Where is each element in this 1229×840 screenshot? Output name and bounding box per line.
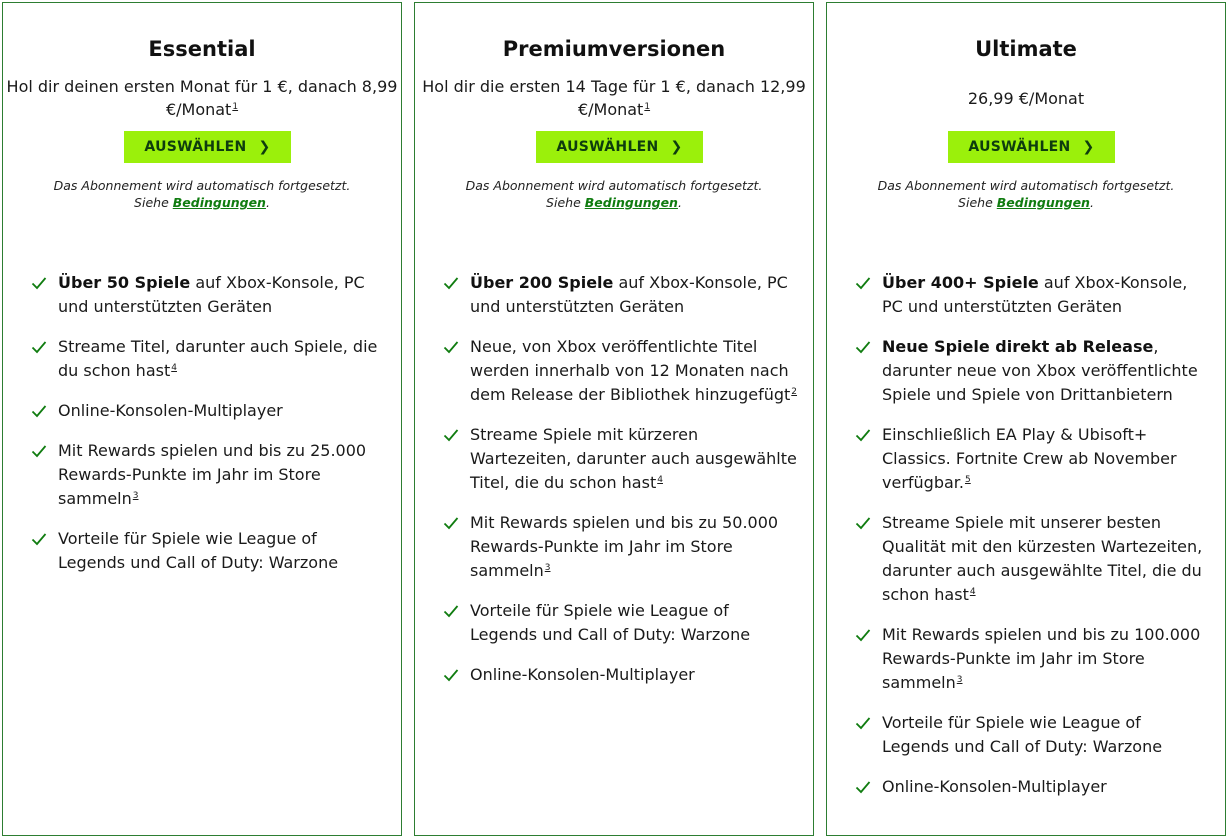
select-plan-label: AUSWÄHLEN: [968, 139, 1071, 155]
terms-link[interactable]: Bedingungen: [584, 195, 678, 210]
feature-item: [443, 271, 799, 319]
select-plan-button[interactable]: [948, 131, 1115, 163]
chevron-right-icon: ❯: [670, 139, 683, 155]
feature-text: auf Xbox-Konsole, PC und unterstützten Geräten: [882, 273, 1188, 316]
checkmark-icon: [31, 404, 47, 418]
feature-item: [855, 623, 1211, 695]
checkmark-icon: [855, 516, 871, 530]
checkmark-icon: [443, 668, 459, 682]
feature-text: Einschließlich EA Play & Ubisoft+ Classics. Fortnite Crew ab November verfügbar.: [882, 425, 1177, 492]
feature-text: Streame Titel, darunter auch Spiele, die du schon hast: [58, 337, 378, 380]
feature-text: auf Xbox-Konsole, PC und unterstützten Geräten: [58, 273, 365, 316]
checkmark-icon: [443, 604, 459, 618]
plan-title: Essential: [148, 37, 256, 61]
feature-text: Neue, von Xbox veröffentlichte Titel werden innerhalb von 12 Monaten nach dem Release der Bibliothek hinzugefügt: [470, 337, 791, 404]
note-prefix: Siehe: [134, 195, 173, 210]
checkmark-icon: [31, 340, 47, 354]
feature-item: [855, 775, 1211, 799]
checkmark-icon: [855, 628, 871, 642]
feature-highlight: Über 50 Spiele: [58, 273, 191, 292]
checkmark-icon: [443, 516, 459, 530]
plan-price: [415, 75, 813, 121]
plan-card-ultimate: [826, 2, 1226, 836]
select-plan-label: AUSWÄHLEN: [556, 139, 659, 155]
footnote-link[interactable]: 5: [964, 474, 971, 485]
feature-item: [31, 335, 387, 383]
footnote-link[interactable]: 3: [544, 562, 551, 573]
plan-card-premium: [414, 2, 814, 836]
select-plan-button[interactable]: [536, 131, 703, 163]
checkmark-icon: [443, 340, 459, 354]
feature-text: Vorteile für Spiele wie League of Legends und Call of Duty: Warzone: [470, 601, 751, 644]
chevron-right-icon: ❯: [1082, 139, 1095, 155]
auto-renew-text: Das Abonnement wird automatisch fortgesetzt.: [465, 178, 763, 193]
note-suffix: .: [1089, 195, 1094, 210]
plan-card-essential: [2, 2, 402, 836]
feature-item: [855, 511, 1211, 607]
feature-item: [443, 335, 799, 407]
note-suffix: .: [677, 195, 682, 210]
checkmark-icon: [31, 444, 47, 458]
feature-item: [31, 271, 387, 319]
feature-item: [855, 711, 1211, 759]
feature-highlight: Über 400+ Spiele: [882, 273, 1039, 292]
feature-text: Online-Konsolen-Multiplayer: [58, 401, 283, 420]
checkmark-icon: [31, 276, 47, 290]
plan-title: Ultimate: [975, 37, 1077, 61]
checkmark-icon: [855, 428, 871, 442]
footnote-link[interactable]: 2: [791, 386, 798, 397]
feature-list: [31, 271, 387, 591]
footnote-link[interactable]: 4: [969, 586, 976, 597]
feature-item: [855, 335, 1211, 407]
checkmark-icon: [443, 428, 459, 442]
feature-text: Online-Konsolen-Multiplayer: [882, 777, 1107, 796]
price-footnote[interactable]: 1: [232, 101, 239, 112]
checkmark-icon: [443, 276, 459, 290]
plan-price: [3, 75, 401, 121]
feature-text: Mit Rewards spielen und bis zu 100.000 Rewards-Punkte im Jahr im Store sammeln: [882, 625, 1201, 692]
select-plan-label: AUSWÄHLEN: [144, 139, 247, 155]
feature-item: [443, 663, 799, 687]
footnote-link[interactable]: 3: [132, 490, 139, 501]
terms-link[interactable]: Bedingungen: [996, 195, 1090, 210]
plan-title: Premiumversionen: [502, 37, 726, 61]
checkmark-icon: [31, 532, 47, 546]
chevron-right-icon: ❯: [258, 139, 271, 155]
select-plan-button[interactable]: [124, 131, 291, 163]
checkmark-icon: [855, 780, 871, 794]
auto-renew-note: [3, 177, 401, 211]
checkmark-icon: [855, 276, 871, 290]
footnote-link[interactable]: 3: [956, 674, 963, 685]
note-prefix: Siehe: [546, 195, 585, 210]
feature-item: [443, 511, 799, 583]
auto-renew-note: [415, 177, 813, 211]
feature-text: Online-Konsolen-Multiplayer: [470, 665, 695, 684]
feature-list: [443, 271, 799, 703]
feature-list: [855, 271, 1211, 815]
feature-item: [855, 423, 1211, 495]
footnote-link[interactable]: 4: [171, 362, 177, 373]
feature-text: Vorteile für Spiele wie League of Legends und Call of Duty: Warzone: [882, 713, 1163, 756]
feature-text: Mit Rewards spielen und bis zu 50.000 Rewards-Punkte im Jahr im Store sammeln: [470, 513, 779, 580]
feature-text: Streame Spiele mit unserer besten Qualität mit den kürzesten Wartezeiten, darunter auch ausgewählte Titel, die du schon hast: [882, 513, 1203, 604]
feature-item: [31, 439, 387, 511]
checkmark-icon: [855, 340, 871, 354]
feature-item: [443, 423, 799, 495]
auto-renew-text: Das Abonnement wird automatisch fortgesetzt.: [53, 178, 351, 193]
feature-item: [443, 599, 799, 647]
feature-text: , darunter neue von Xbox veröffentlichte Spiele und Spiele von Drittanbietern: [882, 337, 1198, 404]
plan-price-text: 26,99 €/Monat: [967, 89, 1085, 108]
feature-item: [31, 399, 387, 423]
note-prefix: Siehe: [958, 195, 997, 210]
auto-renew-note: [827, 177, 1225, 211]
plan-price: [827, 87, 1225, 110]
plan-price-text: Hol dir die ersten 14 Tage für 1 €, danach 12,99 €/Monat: [422, 77, 806, 119]
terms-link[interactable]: Bedingungen: [172, 195, 266, 210]
feature-text: Streame Spiele mit kürzeren Wartezeiten, darunter auch ausgewählte Titel, die du schon hast: [470, 425, 797, 492]
auto-renew-text: Das Abonnement wird automatisch fortgesetzt.: [877, 178, 1175, 193]
footnote-link[interactable]: 4: [657, 474, 663, 485]
feature-highlight: Über 200 Spiele: [470, 273, 614, 292]
price-footnote[interactable]: 1: [644, 101, 651, 112]
checkmark-icon: [855, 716, 871, 730]
feature-item: [855, 271, 1211, 319]
feature-highlight: Neue Spiele direkt ab Release: [882, 337, 1154, 356]
feature-text: Vorteile für Spiele wie League of Legends und Call of Duty: Warzone: [58, 529, 339, 572]
feature-text: auf Xbox-Konsole, PC und unterstützten Geräten: [470, 273, 788, 316]
note-suffix: .: [265, 195, 270, 210]
feature-text: Mit Rewards spielen und bis zu 25.000 Rewards-Punkte im Jahr im Store sammeln: [58, 441, 367, 508]
plan-price-text: Hol dir deinen ersten Monat für 1 €, danach 8,99 €/Monat: [6, 77, 398, 119]
feature-item: [31, 527, 387, 575]
